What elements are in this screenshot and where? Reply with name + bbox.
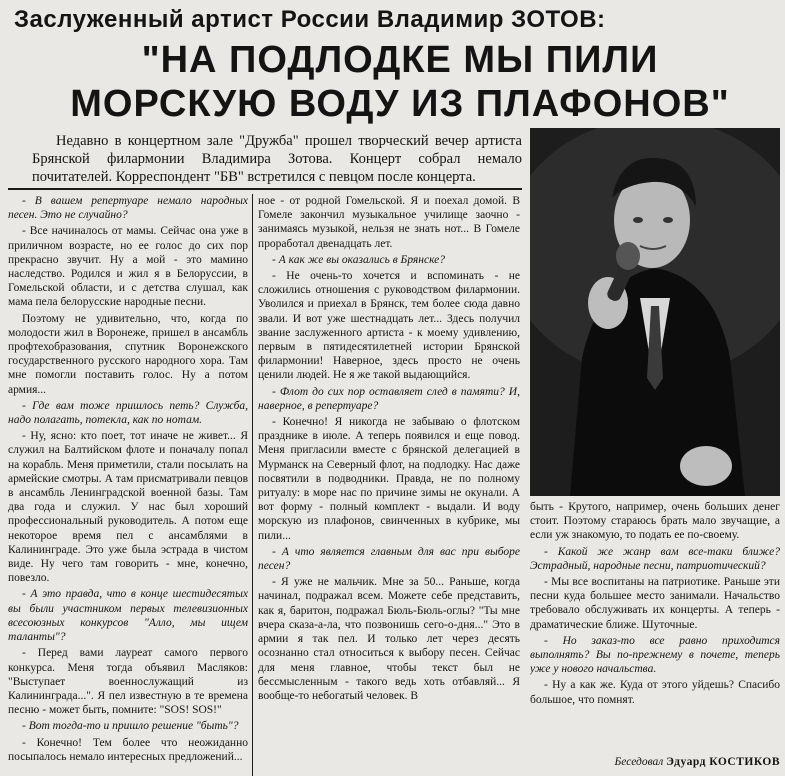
column-divider-left <box>252 194 253 776</box>
headline-line-1: "НА ПОДЛОДКЕ МЫ ПИЛИ <box>141 39 659 81</box>
article-byline <box>580 756 780 768</box>
byline-label: Беседовал <box>614 756 664 768</box>
article-column-2 <box>258 194 520 776</box>
paragraph: - Конечно! Я никогда не забываю о флотском празднике в июле. А теперь появился и еще повод. Меня пригласили вместе с брянской делегацией в Мурманск на Северный флот, на подлодку. Нас даже посвятили в подводники. Правда, не по полному ритуалу: в море нас по причине зимы не окунали. А вот форму - полный комплект - выдали. И воду морскую из плафонов, свинченных в кубрике, мы пили... <box>258 416 520 542</box>
paragraph: - Не очень-то хочется и вспоминать - не сложились отношения с руководством филармонии. Уволился и приехал в Брянск, тем более сюда давно звали. И вот уже шестнадцать лет... Здесь получил звание заслуженного артиста - к моему удивлению, первым в пятидесятилетней истории Брянской филармонии! Наверное, здесь просто не очень ценили людей. Не я же такой выдающийся. <box>258 270 520 382</box>
paragraph: - Но заказ-то все равно приходится выполнять? Вы по-прежнему в почете, теперь уже у нового начальства. <box>530 634 780 676</box>
article-lead: Недавно в концертном зале "Дружба" прошел творческий вечер артиста Брянской филармонии Владимира Зотова. Концерт собрал немало почитателей. Корреспондент "БВ" встретился с певцом после концерта. <box>32 133 522 185</box>
paragraph: - Какой же жанр вам все-таки ближе? Эстрадный, народные песни, патриотический? <box>530 545 780 572</box>
paragraph: Поэтому не удивительно, что, когда по молодости жил в Воронеже, пришел в ансамбль профтехобразования, спутник Воронежского государственного русского народного хора. Там мне помогли поставить голос. Ну а потом армия... <box>8 312 248 396</box>
article-column-3 <box>530 500 780 755</box>
article-subtitle: Заслуженный артист России Владимир ЗОТОВ: <box>14 6 606 33</box>
headline-line-2: МОРСКУЮ ВОДУ ИЗ ПЛАФОНОВ" <box>70 83 730 125</box>
lead-rule <box>8 188 522 190</box>
paragraph: - Конечно! Тем более что неожиданно посыпалось немало интересных предложений... <box>8 736 248 763</box>
paragraph: - А это правда, что в конце шестидесятых вы были участником первых телевизионных всесоюзных конкурсов "Алло, мы ищем таланты"? <box>8 588 248 644</box>
paragraph: - Все начиналось от мамы. Сейчас она уже в приличном возрасте, но ее голос до сих пор прекрасно звучит. Ну а мой - это мамино наследство. Родился и жил я в Белоруссии, в Гомельской области, и с детства слушал, как мама пела белорусские народные песни. <box>8 225 248 309</box>
paragraph: - Ну а как же. Куда от этого уйдешь? Спасибо большое, что помнят. <box>530 679 780 706</box>
article-column-1 <box>8 194 248 776</box>
paragraph: ное - от родной Гомельской. Я и поехал домой. В Гомеле закончил музыкальное училище заочно - занимаясь музыкой, нельзя не знать нот... В Гомеле проработал двенадцать лет. <box>258 195 520 250</box>
paragraph: - Перед вами лауреат самого первого конкурса. Меня тогда объявил Масляков: "Выступает военнослужащий из Калининграда...". Я пел известную в те времена песню - может быть, помните: "SOS! SOS!" <box>8 647 248 717</box>
singer-photo-drawing <box>530 128 780 496</box>
article-headline <box>30 38 770 126</box>
paragraph: - Флот до сих пор оставляет след в памяти? И, наверное, в репертуаре? <box>258 385 520 412</box>
paragraph: - А что является главным для вас при выборе песен? <box>258 545 520 573</box>
paragraph: - Я уже не мальчик. Мне за 50... Раньше, когда начинал, подражал всем. Можете себе представить, как я, баритон, подражал Бюль-Бюль-оглы? "Ты мне вчера сказа-а-ла, что позвонишь сего-о-дня..." Это в армии я так пел. И только лет через десять осознанно стал относиться к выбору песен. Сейчас для меня главное, чтобы текст был не бессмысленным - такого ведь хоть отбавляй... Я вообще-то небогатый человек. В <box>258 576 520 702</box>
paragraph: - Где вам тоже пришлось петь? Служба, надо полагать, потекла, как по нотам. <box>8 399 248 427</box>
paragraph: - А как же вы оказались в Брянске? <box>272 253 446 266</box>
paragraph: - Вот тогда-то и пришло решение "быть"? <box>22 720 239 733</box>
paragraph: - Мы все воспитаны на патриотике. Раньше эти песни куда большее место занимали. Начальство требовало обслуживать их концерты. А теперь - драматические ближе. Шуточные. <box>530 576 780 631</box>
singer-photo <box>530 128 780 496</box>
paragraph: - Ну, ясно: кто поет, тот иначе не живет... Я служил на Балтийском флоте и поначалу попал на корабль. Меня приметили, стали посылать на армейские смотры. А там присматривали певцов в ансамбль Ленинградской военной базы. Там два года и служил. У нас был хороший профессиональный руководитель. А потом еще некоторое время пел с ансамблями в Калининграде. Это уже была эстрада в чистом виде. Ну чего там говорить - мне, конечно, повезло. <box>8 430 248 585</box>
paragraph: - В вашем репертуаре немало народных песен. Это не случайно? <box>8 195 248 222</box>
paragraph: быть - Крутого, например, очень больших денег стоит. Поэтому стараюсь брать мало звучащие, а если уж знакомую, то подать ее по-своему. <box>530 501 780 542</box>
byline-author: Эдуард КОСТИКОВ <box>666 756 780 768</box>
